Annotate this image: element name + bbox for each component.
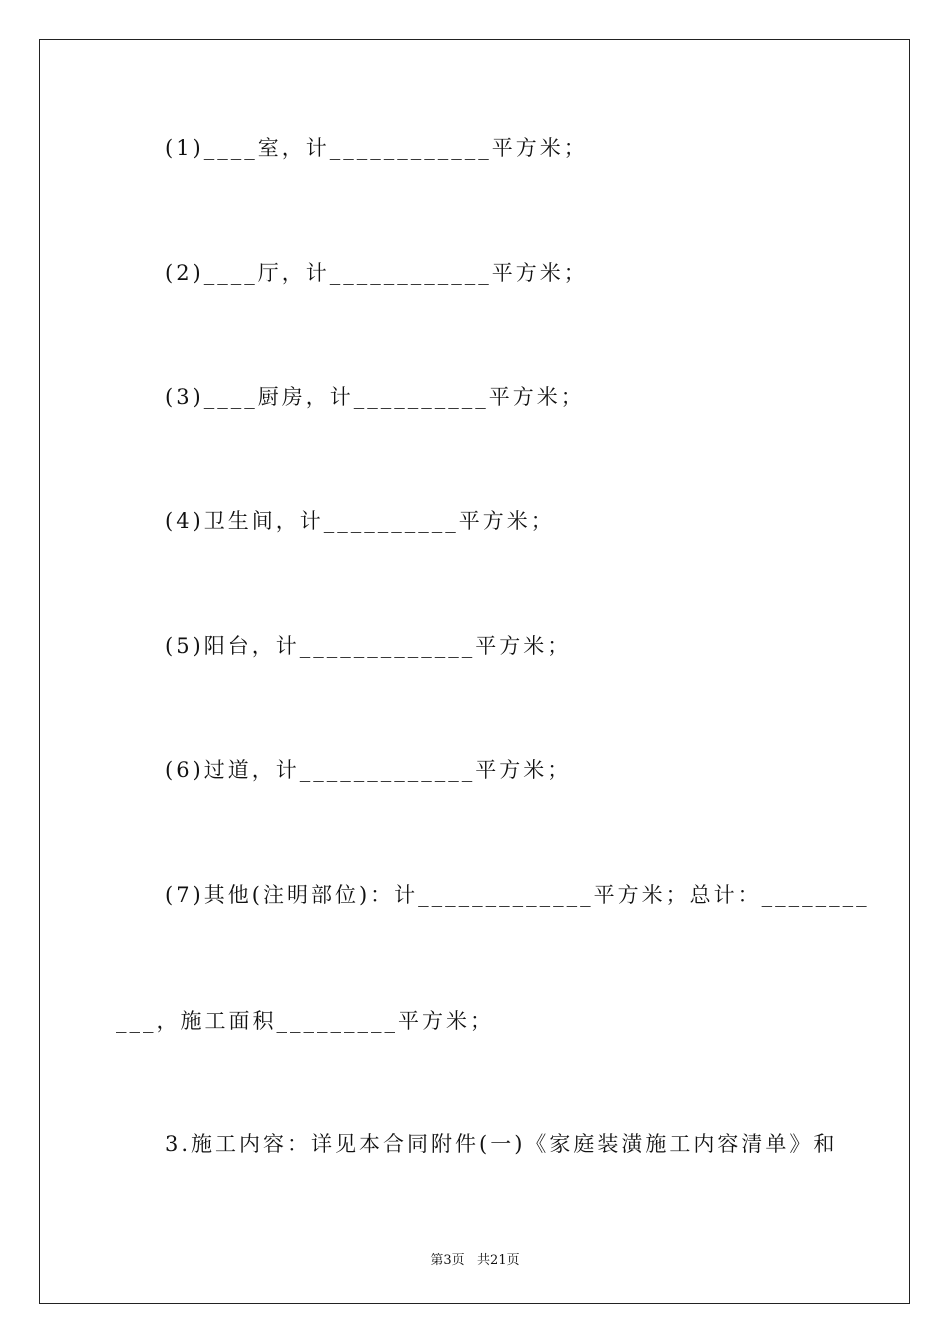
page-number-footer: 第3页 共21页 (430, 1253, 520, 1268)
construction-content-line: 3.施工内容：详见本合同附件(一)《家庭装潢施工内容清单》和 (165, 1132, 838, 1156)
item-4-bathroom: (4)卫生间，计__________平方米； (165, 509, 555, 533)
page-border (39, 39, 910, 1304)
item-1-room: (1)____室，计____________平方米； (165, 136, 588, 160)
item-5-balcony: (5)阳台，计_____________平方米； (165, 634, 572, 658)
construction-area-line: ___，施工面积_________平方米； (116, 1009, 494, 1033)
item-2-hall: (2)____厅，计____________平方米； (165, 261, 588, 285)
item-6-corridor: (6)过道，计_____________平方米； (165, 758, 572, 782)
item-7-other: (7)其他(注明部位)：计_____________平方米；总计：________ (165, 883, 870, 907)
item-3-kitchen: (3)____厨房，计__________平方米； (165, 385, 585, 409)
